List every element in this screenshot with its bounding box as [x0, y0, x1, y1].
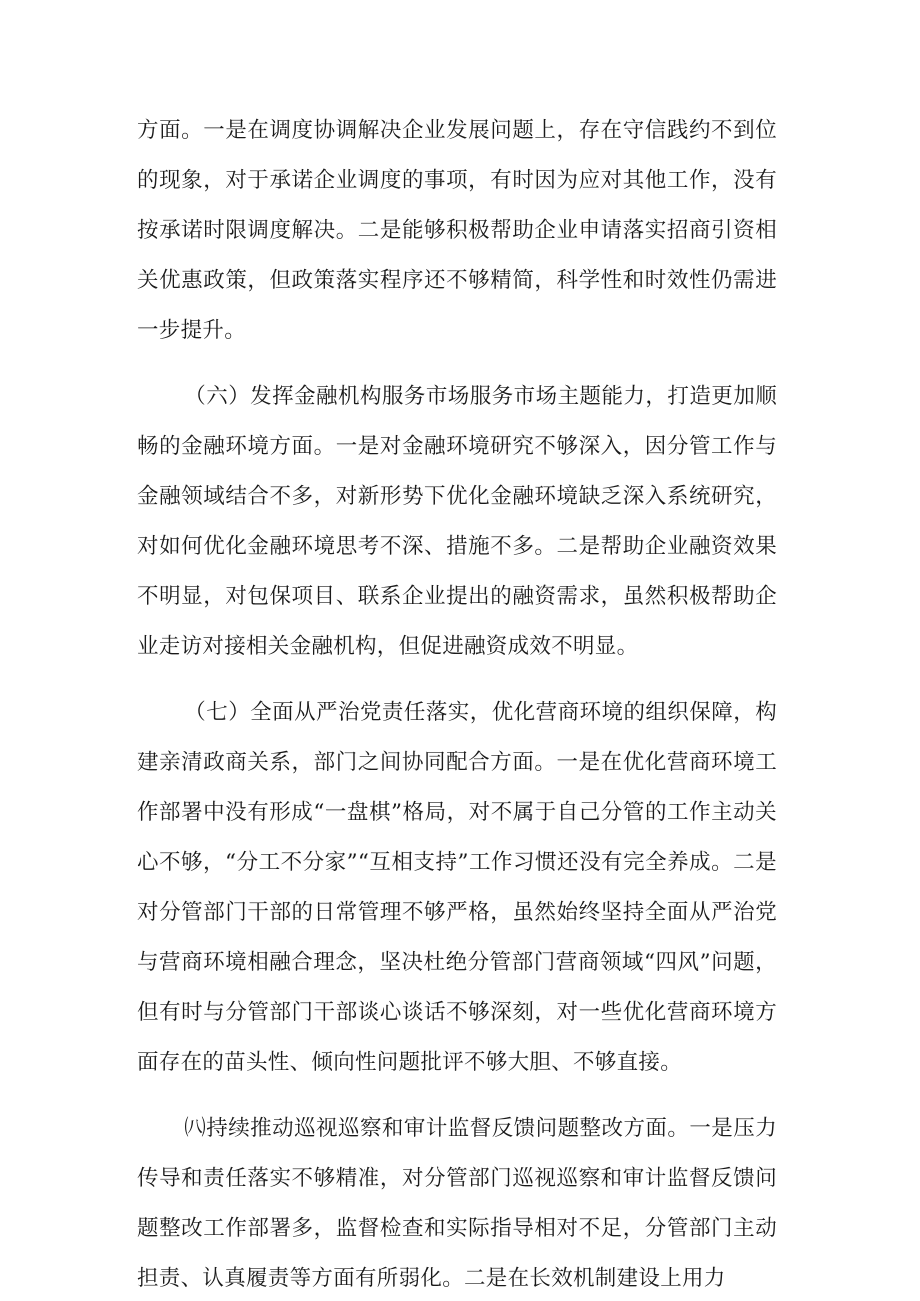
paragraph-section-6: （六）发挥金融机构服务市场服务市场主题能力，打造更加顺畅的金融环境方面。一是对金融环境研究不够深入，因分管工作与金融领域结合不多，对新形势下优化金融环境缺乏深入系统研究，对如何优化金融环境思考不深、措施不多。二是帮助企业融资效果不明显，对包保项目、联系企业提出的融资需求，虽然积极帮助企业走访对接相关金融机构，但促进融资成效不明显。 [137, 384, 777, 659]
paragraph-continuation: 方面。一是在调度协调解决企业发展问题上，存在守信践约不到位的现象，对于承诺企业调度的事项，有时因为应对其他工作，没有按承诺时限调度解决。二是能够积极帮助企业申请落实招商引资相关优惠政策，但政策落实程序还不够精简，科学性和时效性仍需进一步提升。 [137, 118, 777, 343]
paragraph-section-8: ㈧持续推动巡视巡察和审计监督反馈问题整改方面。一是压力传导和责任落实不够精准，对分管部门巡视巡察和审计监督反馈问题整改工作部署多，监督检查和实际指导相对不足，分管部门主动担责、认真履责等方面有所弱化。二是在长效机制建设上用力 [137, 1116, 777, 1291]
paragraph-section-7: （七）全面从严治党责任落实，优化营商环境的组织保障，构建亲清政商关系，部门之间协同配合方面。一是在优化营商环境工作部署中没有形成“一盘棋”格局，对不属于自己分管的工作主动关心不够，“分工不分家”“互相支持”工作习惯还没有完全养成。二是对分管部门干部的日常管理不够严格，虽然始终坚持全面从严治党与营商环境相融合理念，坚决杜绝分管部门营商领域“四风”问题，但有时与分管部门干部谈心谈话不够深刻，对一些优化营商环境方面存在的苗头性、倾向性问题批评不够大胆、不够直接。 [137, 700, 777, 1075]
document-body [137, 106, 777, 1301]
